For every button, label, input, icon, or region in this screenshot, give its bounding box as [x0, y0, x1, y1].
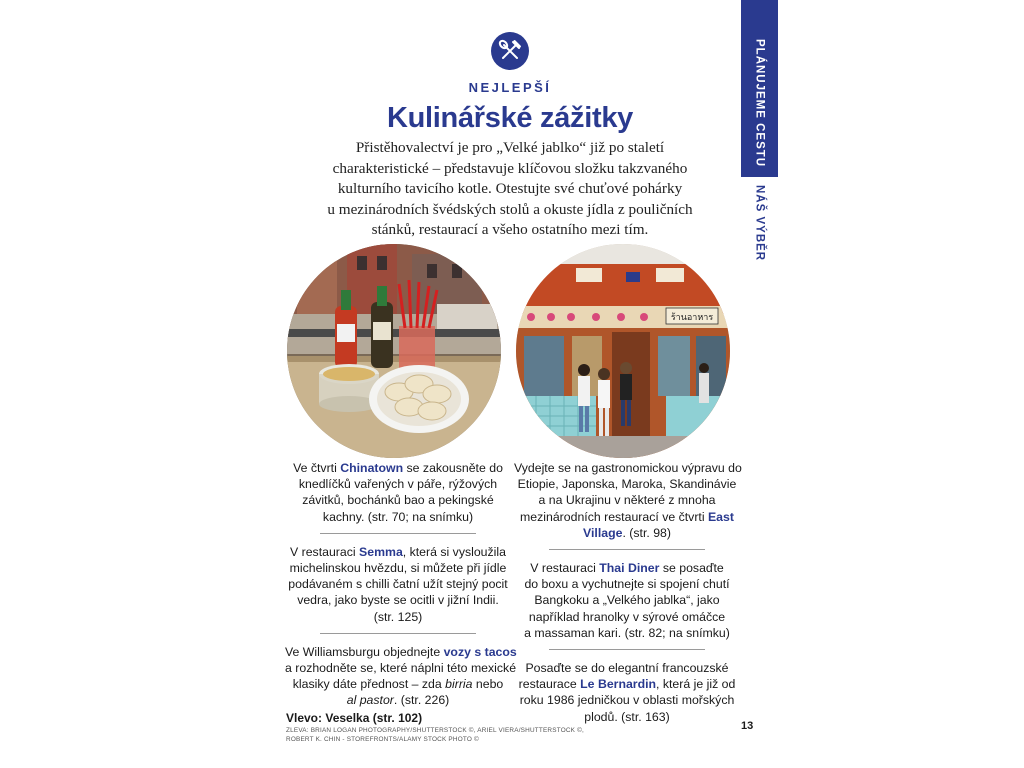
tip-line: V restauraci Thai Diner se posaďte: [530, 561, 724, 576]
section-tab-label-secondary: NÁŠ VÝBĚR: [753, 184, 766, 262]
highlighted-place-name: vozy s tacos: [443, 644, 517, 659]
thai-diner-storefront-photo: [516, 244, 730, 458]
italic-term: birria: [445, 677, 473, 692]
tip-line: Etiopie, Japonska, Maroka, Skandinávie: [517, 477, 737, 492]
tip-line: Ve čtvrti Chinatown se zakousněte do: [293, 461, 503, 475]
tip-entry: [283, 544, 513, 625]
page-number: 13: [741, 720, 754, 732]
section-kicker: NEJLEPŠÍ: [468, 80, 552, 95]
tip-line: michelinskou hvězdu, si můžete při jídle: [289, 561, 507, 576]
highlighted-place-name: Thai Diner: [599, 561, 660, 576]
intro-line: charakteristické – představuje klíčovou složku takzvaného: [332, 159, 688, 177]
tip-entry: [283, 644, 517, 709]
page-title: Kulinářské zážitky: [386, 102, 634, 134]
photo-credits-line: ZLEVA: BRIAN LOGAN PHOTOGRAPHY/SHUTTERSTOCK ©, ARIEL VIERA/SHUTTERSTOCK ©,: [286, 727, 585, 734]
tip-line: a massaman kari. (str. 82; na snímku): [524, 625, 730, 640]
tip-entry: [512, 560, 742, 641]
intro-paragraph: [280, 138, 740, 241]
tip-separator: [320, 633, 476, 634]
tip-line: Ve Williamsburgu objednejte vozy s tacos: [285, 644, 517, 659]
intro-line: Přistěhovalectví je pro „Velké jablko“ již po staletí: [355, 139, 665, 156]
highlighted-place-name: East: [707, 509, 734, 524]
tip-line: al pastor. (str. 226): [346, 693, 450, 708]
storefront-sign-text: ร้านอาหาร: [670, 313, 714, 323]
section-tab: [741, 0, 778, 270]
tip-line: Village. (str. 98): [583, 525, 671, 540]
tip-line: a rozhodněte se, které náplni této mexické: [285, 661, 517, 676]
section-tab-label-primary: PLÁNUJEME CESTU: [753, 38, 766, 168]
tip-line: knedlíčků vařených v páře, rýžových: [298, 477, 498, 492]
tip-entry: [283, 460, 513, 525]
tip-line: podávaném s chilli čatní užít stejný pocit: [288, 577, 508, 592]
tip-line: restaurace Le Bernardin, která je již od: [518, 677, 736, 692]
tip-line: Posaďte se do elegantní francouzské: [525, 661, 729, 676]
tip-line: roku 1986 jedničkou v oblasti mořských: [519, 693, 735, 708]
intro-line: u mezinárodních švédských stolů a okuste jídla z pouličních: [327, 200, 693, 218]
tip-entry: [512, 460, 742, 541]
tip-line: mezinárodních restaurací ve čtvrti East: [520, 509, 734, 524]
tip-line: závitků, bochánků bao a pekingské: [302, 493, 494, 508]
tips-column-left: [283, 460, 517, 709]
fork-knife-icon: [491, 32, 529, 70]
tip-line: a na Ukrajinu v některé z mnoha: [538, 493, 716, 508]
tip-separator: [320, 533, 476, 534]
intro-line: kulturního tavicího kotle. Otestujte své chuťové pohárky: [337, 180, 683, 197]
tip-line: klasiky dáte přednost – zda birria nebo: [292, 677, 504, 692]
dumplings-chinatown-photo: [287, 244, 501, 458]
tip-line: kachny. (str. 70; na snímku): [322, 509, 474, 524]
tip-line: do boxu a vychutnejte si spojení chutí: [524, 577, 730, 592]
tip-line: (str. 125): [373, 609, 423, 624]
tips-column-right: [512, 460, 742, 725]
tip-line: Bangkoku a „Velkého jablka“, jako: [534, 593, 720, 608]
tip-entry: [512, 660, 742, 725]
tip-line: Vydejte se na gastronomickou výpravu do: [514, 461, 742, 475]
tip-line: vedra, jako byste se ocitli v jižní Indii.: [297, 593, 499, 608]
tip-separator: [549, 549, 705, 550]
tip-line: plodů. (str. 163): [584, 709, 670, 724]
highlighted-place-name: Le Bernardin: [580, 677, 657, 692]
italic-term: al pastor: [346, 693, 394, 708]
photo-caption: Vlevo: Veselka (str. 102): [286, 711, 423, 725]
highlighted-place-name: Semma: [359, 544, 403, 559]
photo-credits-line: ROBERT K. CHIN - STOREFRONTS/ALAMY STOCK PHOTO ©: [286, 735, 479, 743]
tip-separator: [549, 649, 705, 650]
photo-credits: [286, 727, 584, 744]
highlighted-place-name: Chinatown: [340, 461, 404, 475]
highlighted-place-name: Village: [583, 525, 623, 540]
intro-line: stánků, restaurací a všeho ostatního mezi tím.: [371, 221, 649, 238]
tip-line: V restauraci Semma, která si vysloužila: [290, 544, 506, 559]
tip-line: například hranolky v sýrové omáčce: [528, 609, 726, 624]
